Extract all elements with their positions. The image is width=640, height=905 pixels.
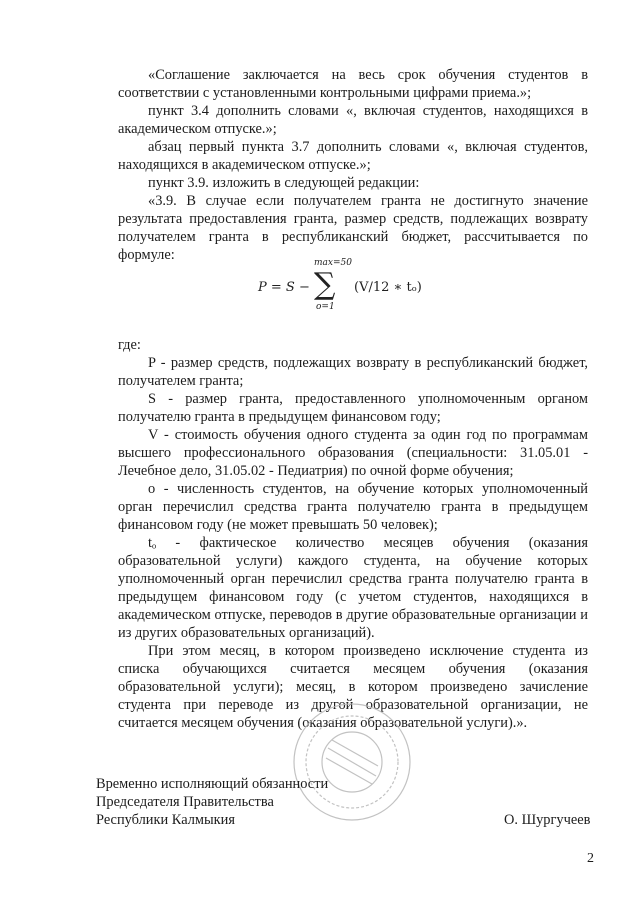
refund-formula xyxy=(258,258,478,318)
definition-s: S - размер гранта, предоставленного уполномоченным органом получателю гранта в предыдущем финансовом году; xyxy=(118,391,588,425)
signature-position-line1: Временно исполняющий обязанности xyxy=(96,776,329,792)
formula-sum-lower-limit: o=1 xyxy=(316,302,335,312)
paragraph-item-3-7: абзац первый пункта 3.7 дополнить словами «, включая студентов, находящихся в академическом отпуске.»; xyxy=(118,139,588,173)
definition-o: o - численность студентов, на обучение которых уполномоченный орган перечислил средства гранта получателю гранта в предыдущем финансовом году (не может превышать 50 человек); xyxy=(118,481,588,533)
formula-lhs: P = S − xyxy=(258,280,310,295)
definition-v: V - стоимость обучения одного студента за один год по программам высшего профессионального образования (специальности: 31.05.01 - Лечебное дело, 31.05.02 - Педиатрия) по очной форме обучения; xyxy=(118,427,588,479)
where-label: где: xyxy=(118,337,141,353)
paragraph-item-3-4: пункт 3.4 дополнить словами «, включая студентов, находящихся в академическом отпуске.»; xyxy=(118,103,588,137)
paragraph-month-rule: При этом месяц, в котором произведено исключение студента из списка обучающихся считается месяцем обучения (оказания образовательной услуги); месяц, в котором произведено зачисление студента при переводе из другой образовательной организации, не считается месяцем обучения (оказания образовательной услуги).». xyxy=(118,643,588,731)
definition-p: P - размер средств, подлежащих возврату в республиканский бюджет, получателем гранта; xyxy=(118,355,588,389)
formula-sum-upper-limit: max=50 xyxy=(314,258,352,268)
definitions-block xyxy=(118,336,588,732)
amendment-text-top xyxy=(118,66,588,264)
signature-block xyxy=(96,775,596,829)
paragraph-item-3-9-intro: пункт 3.9. изложить в следующей редакции: xyxy=(148,175,420,191)
paragraph-agreement-term: «Соглашение заключается на весь срок обучения студентов в соответствии с установленными контрольными цифрами приема.»; xyxy=(118,67,588,101)
formula-sum-symbol: ∑ xyxy=(314,267,336,302)
formula-rhs: (V/12 ∗ tₒ) xyxy=(354,280,422,295)
paragraph-item-3-9-text: «3.9. В случае если получателем гранта не достигнуто значение результата предоставления гранта, размер средств, подлежащих возврату получателем гранта в республиканский бюджет, рассчитывается по формуле: xyxy=(118,193,588,263)
signatory-name: О. Шургучеев xyxy=(504,812,591,828)
page-number: 2 xyxy=(587,851,594,866)
signature-position-line3: Республики Калмыкия xyxy=(96,812,235,828)
definition-t: tₒ - фактическое количество месяцев обучения (оказания образовательной услуги) каждого студента, на обучение которых уполномоченный орган перечислил средства гранта получателю гранта в предыдущем финансовом году (с учетом студентов, находящихся в академическом отпуске, переводов в другие образовательные организации и из других образовательных организаций). xyxy=(118,535,588,641)
signature-position-line2: Председателя Правительства xyxy=(96,794,274,810)
